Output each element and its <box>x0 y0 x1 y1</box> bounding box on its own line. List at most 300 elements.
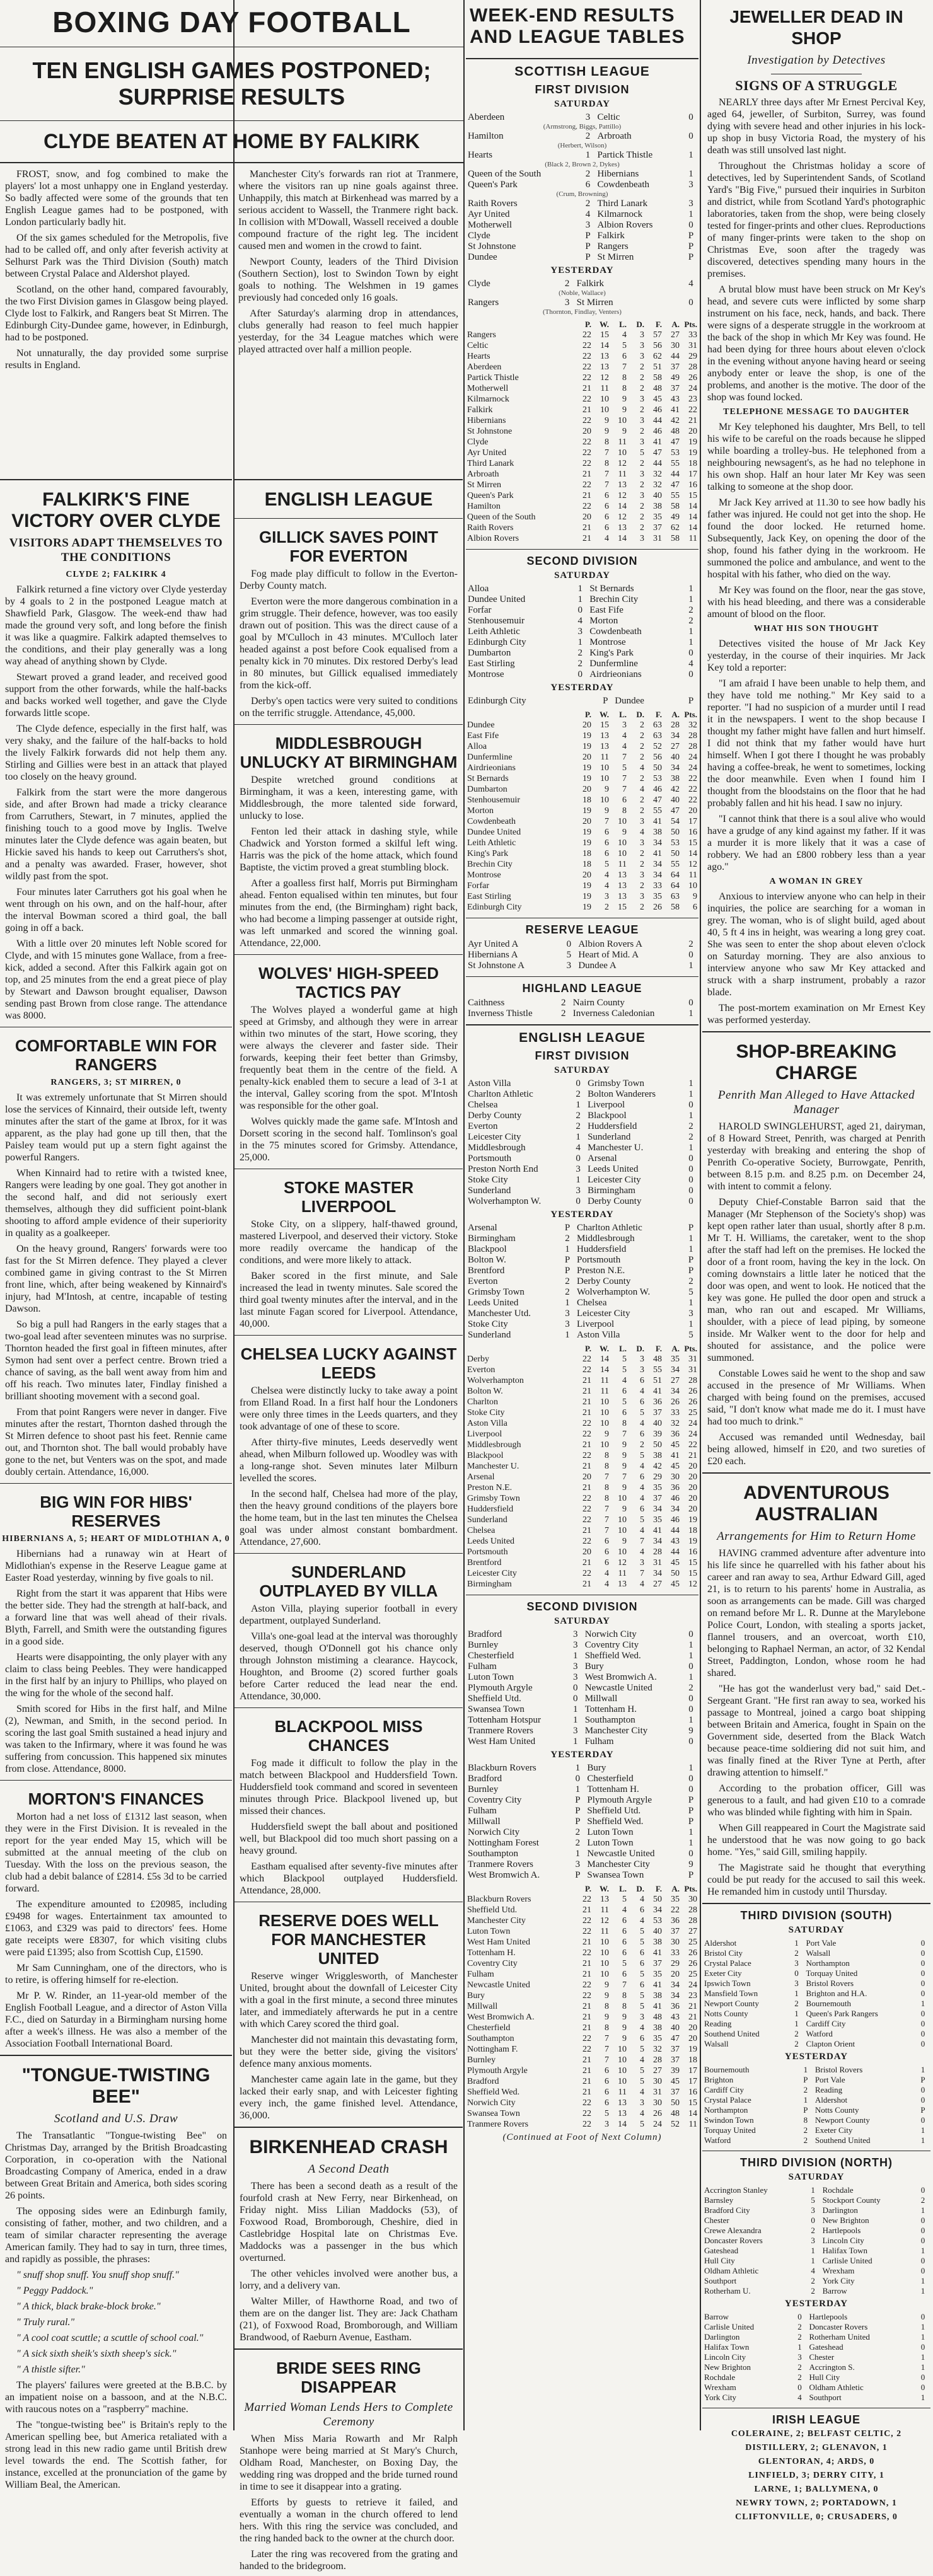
table-cell: 5 <box>622 1365 627 1375</box>
table-cell: 21 <box>582 491 591 500</box>
article-paragraph: When Kinnaird had to retire with a twisted knee, Rangers were leading by one goal. They got another in the second half, and did not seriously exert themselves, although they did sufficient point-blank shooting to afford ample evidence of their superiority in quality as a goalkeeper. <box>5 1168 227 1239</box>
result-row <box>466 1726 698 1736</box>
article-paragraph: Huddersfield swept the ball about and positioned well, but Blackpool did too much short passing on a heavy ground. <box>240 1822 458 1856</box>
table-cell: 15 <box>600 330 609 340</box>
table-cell: 48 <box>653 2013 662 2022</box>
article-paragraph: Aston Villa, playing superior football in every department, outplayed Sunderland. <box>240 1603 458 1626</box>
team-name: Leith Athletic <box>467 838 516 848</box>
team-name: Albion Rovers <box>467 534 519 543</box>
home-team: Bolton W. <box>468 1255 506 1265</box>
table-cell: 21 <box>582 1376 591 1385</box>
result-row <box>702 2215 930 2226</box>
result-row <box>466 616 698 627</box>
result-row <box>466 231 698 241</box>
article-paragraph: Constable Lowes said he went to the shop and saw accused in the presence of Mr Williams. When charged with being found on the premises, accused said, "I don't know what made me do it. I must have had too much to drink." <box>707 1368 925 1427</box>
table-cell: 2 <box>640 373 644 383</box>
away-team: Exeter City <box>814 2125 853 2135</box>
table-cell: 7 <box>605 2045 609 2054</box>
table-row <box>466 1980 698 1990</box>
away-score: 1 <box>688 1143 693 1153</box>
table-header-cell: Pts. <box>684 1344 697 1353</box>
table-cell: 3 <box>640 1365 644 1375</box>
away-team: King's Park <box>589 648 634 658</box>
away-score: 1 <box>688 584 693 594</box>
article-paragraph: Derby's open tactics were very suited to conditions on the terrific struggle. Attendance, 45,000. <box>240 696 458 719</box>
table-cell: 22 <box>582 1991 591 2001</box>
team-name: Charlton <box>467 1397 498 1407</box>
away-score: 0 <box>920 2266 925 2275</box>
table-cell: 48 <box>671 2109 680 2118</box>
crosshead: WHAT HIS SON THOUGHT <box>753 624 879 633</box>
away-score: 0 <box>920 1948 925 1958</box>
table-header-cell: Pts. <box>684 710 697 719</box>
home-team: Everton <box>468 1121 498 1131</box>
article-paragraph: Four minutes later Carruthers got his goal when he went through on his own, and on the half-hour, after the interval Bowman scored a third goal, the ball going in off a back. <box>5 887 227 933</box>
table-cell: 2 <box>640 480 644 490</box>
table-cell: 4 <box>622 742 627 751</box>
team-name: Raith Rovers <box>467 523 514 533</box>
table-cell: 4 <box>640 1387 644 1396</box>
home-team: Leeds United <box>468 1298 519 1308</box>
away-score: 0 <box>688 648 693 658</box>
home-score: P <box>575 1870 581 1880</box>
table-cell: 5 <box>622 1895 627 1904</box>
away-score: 1 <box>920 2332 925 2342</box>
result-row <box>702 1989 930 1999</box>
home-team: Manchester Utd. <box>468 1308 531 1319</box>
division-title: FIRST DIVISION <box>535 1049 630 1062</box>
away-score: 0 <box>920 2215 925 2225</box>
home-score: 2 <box>575 1827 581 1837</box>
away-team: Carlisle United <box>822 2256 872 2265</box>
team-name: Clyde <box>467 437 489 447</box>
team-name: Stenhousemuir <box>467 795 520 805</box>
scorers-text: (Herbert, Wilson) <box>557 142 607 149</box>
table-cell: 41 <box>653 1980 662 1990</box>
table-cell: 55 <box>653 1365 662 1375</box>
home-team: Fulham <box>468 1806 497 1816</box>
result-row <box>466 279 698 289</box>
result-row <box>466 1319 698 1330</box>
table-cell: 26 <box>688 1397 697 1407</box>
table-cell: 9 <box>605 2013 609 2022</box>
result-row <box>702 1948 930 1958</box>
team-name: Swansea Town <box>467 2109 520 2118</box>
table-cell: 25 <box>688 1970 697 1979</box>
result-row <box>466 1175 698 1186</box>
home-score: 1 <box>794 2009 799 2018</box>
home-team: West Bromwich A. <box>468 1870 540 1880</box>
home-team: Forfar <box>468 605 492 615</box>
table-row <box>466 1894 698 1905</box>
article-headline: STOKE MASTER LIVERPOOL <box>283 1178 414 1216</box>
home-team: Crystal Palace <box>704 2095 751 2105</box>
table-header-row <box>466 1343 698 1354</box>
table-cell: 21 <box>582 2066 591 2076</box>
table-cell: 6 <box>622 1387 627 1396</box>
table-header-cell <box>466 1883 575 1894</box>
team-name: Third Lanark <box>467 459 514 468</box>
quote-line: " snuff shop snuff. You snuff shop snuff." <box>16 2270 179 2280</box>
away-score: 5 <box>688 1330 693 1340</box>
table-cell: 31 <box>653 1558 662 1568</box>
article-paragraph: The Transatlantic "Tongue-twisting Bee" on Christmas Day, arranged by the British Broadcasting Corporation, in co-operation with the National Broadcasting Company of America, ended in a draw between Great Britain and America, both sides scoring 26 points. <box>5 2130 227 2201</box>
home-team: Mansfield Town <box>704 1989 758 1998</box>
table-row <box>466 1429 698 1440</box>
away-team: St Mirren <box>597 252 634 262</box>
away-score: 0 <box>920 1938 925 1948</box>
league-stories <box>235 524 463 2122</box>
result-row <box>466 220 698 231</box>
table-cell: 35 <box>653 1483 662 1493</box>
table-cell: 21 <box>688 2013 697 2022</box>
home-team: Brighton <box>704 2075 734 2084</box>
table-cell: 6 <box>693 903 697 912</box>
away-score: 4 <box>688 279 693 289</box>
table-cell: 35 <box>653 1515 662 1525</box>
team-name: St Mirren <box>467 480 502 490</box>
table-cell: 22 <box>582 1451 591 1460</box>
away-score: 1 <box>688 1672 693 1682</box>
article-paragraph: Manchester came again late in the game, but they lacked their early snap, and with Leicester fighting every inch, the game finished level. Attendance, 36,000. <box>240 2074 458 2121</box>
result-row <box>466 1233 698 1244</box>
table-cell: 10 <box>618 2045 627 2054</box>
home-team: East Stirling <box>468 659 515 669</box>
home-score: 3 <box>576 1186 581 1196</box>
table-cell: 9 <box>693 892 697 901</box>
away-score: 2 <box>688 1121 693 1131</box>
home-score: 4 <box>577 616 582 626</box>
table-cell: 4 <box>640 2088 644 2097</box>
table-cell: 63 <box>671 892 680 901</box>
table-cell: 19 <box>582 892 591 901</box>
table-cell: 9 <box>605 806 609 816</box>
table-cell: 11 <box>600 753 609 762</box>
table-header-cell: Pts. <box>684 320 697 329</box>
away-team: Tottenham H. <box>587 1784 639 1794</box>
table-header-cell: F. <box>656 1344 662 1353</box>
home-score: 1 <box>565 1298 570 1308</box>
table-cell: 42 <box>653 1462 662 1471</box>
table-cell: 32 <box>653 470 662 479</box>
table-cell: 2 <box>640 1440 644 1450</box>
table-cell: 21 <box>582 1462 591 1471</box>
home-team: Hibernians A <box>468 950 518 960</box>
table-cell: 10 <box>618 2066 627 2076</box>
table-row <box>466 891 698 902</box>
division-title: FIRST DIVISION <box>535 83 630 96</box>
results-table <box>466 584 698 680</box>
table-cell: 6 <box>605 2088 609 2097</box>
table-cell: 4 <box>605 1569 609 1578</box>
table-row <box>466 480 698 490</box>
table-cell: 6 <box>640 1980 644 1990</box>
away-team: Southport <box>809 2393 842 2402</box>
away-team: Airdrieonians <box>589 669 642 679</box>
table-cell: 12 <box>600 373 609 383</box>
day-header: YESTERDAY <box>550 1210 614 1220</box>
table-cell: 2 <box>640 795 644 805</box>
table-cell: 3 <box>640 892 644 901</box>
results-table <box>702 2065 930 2146</box>
table-cell: 6 <box>640 1948 644 1958</box>
table-cell: 31 <box>688 1365 697 1375</box>
result-row <box>466 1640 698 1651</box>
result-row <box>466 1715 698 1726</box>
team-name: Chelsea <box>467 1526 495 1535</box>
table-header-cell: L. <box>619 1344 627 1353</box>
home-score: P <box>564 1266 571 1276</box>
result-row <box>702 2029 930 2039</box>
table-cell: 53 <box>653 1916 662 1926</box>
table-cell: 21 <box>582 2088 591 2097</box>
article-paragraph: Mr Key was found on the floor, near the gas stove, with his head bleeding, and there was a considerable amount of blood on the floor. <box>707 585 925 620</box>
table-cell: 22 <box>688 405 697 415</box>
away-score: P <box>688 252 694 262</box>
table-row <box>466 1407 698 1418</box>
away-team: Falkirk <box>597 231 625 241</box>
away-team: Norwich City <box>584 1629 637 1639</box>
results-table <box>466 998 698 1019</box>
home-score: P <box>575 1806 581 1816</box>
team-name: Manchester City <box>467 1916 526 1926</box>
result-row <box>466 1255 698 1266</box>
table-cell: 64 <box>671 870 680 880</box>
team-name: Stoke City <box>467 1408 505 1418</box>
table-row <box>466 1525 698 1536</box>
team-name: Leicester City <box>467 1569 517 1578</box>
table-cell: 22 <box>582 352 591 361</box>
away-score: 0 <box>688 1661 693 1672</box>
away-team: Middlesbrough <box>577 1233 635 1244</box>
table-cell: 9 <box>605 1991 609 2001</box>
table-cell: 22 <box>582 395 591 404</box>
scorers-text: (Thornton, Findlay, Venters) <box>543 308 622 316</box>
home-score: 5 <box>566 950 572 960</box>
table-row <box>466 469 698 480</box>
table-cell: 7 <box>605 1515 609 1525</box>
table-cell: 28 <box>671 720 680 730</box>
result-row <box>466 1078 698 1089</box>
table-cell: 4 <box>605 1580 609 1589</box>
table-cell: 19 <box>582 731 591 741</box>
table-cell: 40 <box>671 795 680 805</box>
table-cell: 18 <box>582 795 591 805</box>
home-score: P <box>564 1255 571 1265</box>
home-team: Chesterfield <box>468 1651 514 1661</box>
home-score: 2 <box>575 1838 581 1848</box>
away-team: Gateshead <box>809 2342 843 2352</box>
table-cell: 56 <box>653 341 662 350</box>
column-rule <box>700 0 701 2430</box>
result-row <box>702 2372 930 2383</box>
table-cell: 28 <box>688 742 697 751</box>
article-subhead: SIGNS OF A STRUGGLE <box>735 78 898 93</box>
irish-result: NEWRY TOWN, 2; PORTADOWN, 1 <box>736 2498 897 2508</box>
away-team: Kilmarnock <box>597 209 643 219</box>
table-cell: 4 <box>640 828 644 837</box>
table-header-cell: F. <box>656 1884 662 1893</box>
result-row <box>466 1111 698 1121</box>
result-row <box>702 2135 930 2146</box>
table-header-cell: A. <box>671 1344 680 1353</box>
away-score: 1 <box>920 2286 925 2296</box>
home-score: 3 <box>572 1672 578 1682</box>
away-team: Newport County <box>814 2115 870 2125</box>
away-score: 1 <box>920 1999 925 2008</box>
table-cell: 6 <box>640 1397 644 1407</box>
irish-result: GLENTORAN, 4; ARDS, 0 <box>758 2457 875 2466</box>
team-name: Aston Villa <box>467 1419 507 1428</box>
home-score: 1 <box>565 1330 570 1340</box>
result-row <box>466 950 698 961</box>
article-paragraph: After thirty-five minutes, Leeds deservedly went ahead, when Milburn followed up. Woodley was with a long-range shot. Seven minutes later Milburn levelled the scores. <box>240 1437 458 1484</box>
table-cell: 10 <box>600 405 609 415</box>
table-cell: 10 <box>618 416 627 425</box>
home-score: 3 <box>794 1958 799 1968</box>
table-cell: 45 <box>671 1580 680 1589</box>
home-team: Notts County <box>704 2009 748 2018</box>
away-score: 0 <box>688 1175 693 1185</box>
table-row <box>466 523 698 533</box>
table-row <box>466 2055 698 2065</box>
away-score: P <box>688 1795 694 1805</box>
away-score: 0 <box>920 2095 925 2105</box>
away-team: Charlton Athletic <box>577 1223 642 1233</box>
table-cell: 22 <box>582 416 591 425</box>
table-cell: 10 <box>618 849 627 858</box>
table-row <box>466 784 698 795</box>
away-team: Hartlepools <box>822 2226 861 2235</box>
article-paragraph: Stoke City, on a slippery, half-thawed ground, mastered Liverpool, and deserved their victory. Stoke more readily overcame the handicap of the conditions, and were more likely to attack. <box>240 1219 458 1266</box>
result-row <box>466 1694 698 1704</box>
article-headline: MORTON'S FINANCES <box>28 1789 204 1808</box>
result-row <box>702 1938 930 1948</box>
table-cell: 3 <box>605 2120 609 2129</box>
table-cell: 21 <box>582 1580 591 1589</box>
article-paragraph: Accused was remanded until Wednesday, bail being allowed, himself in £20, and two sureties of £20 each. <box>707 1432 925 1467</box>
column-3-results <box>466 0 698 2146</box>
table-cell: 22 <box>582 1927 591 1936</box>
table-row <box>466 859 698 870</box>
away-score: 1 <box>920 2246 925 2255</box>
home-score: 2 <box>585 199 591 209</box>
day-header: SATURDAY <box>788 1925 845 1935</box>
table-cell: 26 <box>688 373 697 383</box>
result-row <box>466 150 698 161</box>
article-paragraph: With a little over 20 minutes left Noble scored for Clyde, and with 15 minutes gone Wallace, from a free-kick, added a second. After this Falkirk again got on top, and 25 minutes from the end a great piece of play by Stewart and Dawson brought equaliser, Dawson sending past Brown from close range. The attendance was 8000. <box>5 939 227 1021</box>
home-team: Chester <box>704 2215 729 2225</box>
table-cell: 19 <box>582 742 591 751</box>
table-row <box>466 1397 698 1407</box>
table-cell: 2 <box>640 849 644 858</box>
table-cell: 21 <box>582 1959 591 1968</box>
away-score: 1 <box>920 2276 925 2285</box>
table-header-cell: W. <box>599 710 609 719</box>
table-cell: 53 <box>671 448 680 458</box>
deck-headline: TEN ENGLISH GAMES POSTPONED; SURPRISE RESULTS <box>32 57 431 110</box>
table-row <box>466 1557 698 1568</box>
table-cell: 55 <box>671 459 680 468</box>
table-cell: 2 <box>640 459 644 468</box>
table-row <box>466 1386 698 1397</box>
away-team: Swansea Town <box>587 1870 644 1880</box>
home-team: Inverness Thistle <box>468 1008 533 1019</box>
article-headline: GILLICK SAVES POINT FOR EVERTON <box>258 528 439 565</box>
result-row <box>702 2393 930 2403</box>
deck-subheadline: CLYDE BEATEN AT HOME BY FALKIRK <box>43 130 420 153</box>
table-cell: 10 <box>600 1948 609 1958</box>
away-team: Nairn County <box>572 998 625 1008</box>
away-score: 3 <box>688 199 693 209</box>
table-cell: 4 <box>605 870 609 880</box>
table-row <box>466 362 698 373</box>
result-row <box>702 2383 930 2393</box>
result-row <box>466 1100 698 1111</box>
away-team: Birmingham <box>588 1186 635 1196</box>
table-cell: 30 <box>653 2077 662 2086</box>
table-cell: 34 <box>653 1505 662 1514</box>
table-cell: 3 <box>640 870 644 880</box>
result-row <box>466 1121 698 1132</box>
table-cell: 34 <box>671 1980 680 1990</box>
table-cell: 11 <box>618 470 627 479</box>
away-score: 1 <box>920 2125 925 2135</box>
home-team: Wrexham <box>704 2383 736 2392</box>
intro-left <box>0 168 233 375</box>
table-cell: 2 <box>640 502 644 511</box>
table-cell: 58 <box>671 502 680 511</box>
article-headline: BIRKENHEAD CRASH <box>249 2137 448 2157</box>
away-team: Doncaster Rovers <box>809 2322 868 2331</box>
home-score: 1 <box>794 1989 799 1998</box>
table-cell: 18 <box>582 849 591 858</box>
table-cell: 47 <box>671 480 680 490</box>
intro-paragraph: After Saturday's alarming drop in attendances, clubs generally had reason to feel much happier yesterday, for the 34 League matches which were played attracted over half a million people. <box>238 308 458 355</box>
table-cell: 26 <box>653 2109 662 2118</box>
home-score: 0 <box>576 1153 581 1164</box>
table-cell: 4 <box>640 2023 644 2033</box>
team-name: Hamilton <box>467 502 501 511</box>
day-header: YESTERDAY <box>784 2052 849 2062</box>
home-score: 1 <box>577 637 582 647</box>
table-row <box>466 405 698 415</box>
table-cell: 10 <box>688 881 697 891</box>
table-row <box>466 731 698 741</box>
table-cell: 8 <box>605 437 609 447</box>
table-cell: 2 <box>640 774 644 783</box>
table-header-cell: L. <box>619 710 627 719</box>
table-cell: 7 <box>622 785 627 794</box>
team-name: Manchester U. <box>467 1462 519 1471</box>
away-team: Celtic <box>597 112 620 122</box>
table-cell: 36 <box>671 1916 680 1926</box>
table-cell: 41 <box>671 1451 680 1460</box>
table-cell: 23 <box>688 395 697 404</box>
table-cell: 5 <box>622 341 627 350</box>
scorers-text: (Black 2, Brown 2, Dykes) <box>545 161 620 168</box>
table-cell: 4 <box>605 534 609 543</box>
table-cell: 10 <box>618 1494 627 1503</box>
away-score: 0 <box>688 1694 693 1704</box>
table-header-row <box>466 1883 698 1894</box>
result-row <box>466 1298 698 1308</box>
table-row <box>466 458 698 469</box>
table-cell: 34 <box>671 763 680 773</box>
result-row <box>702 2246 930 2256</box>
home-team: Barnsley <box>704 2195 734 2205</box>
table-cell: 22 <box>582 1505 591 1514</box>
